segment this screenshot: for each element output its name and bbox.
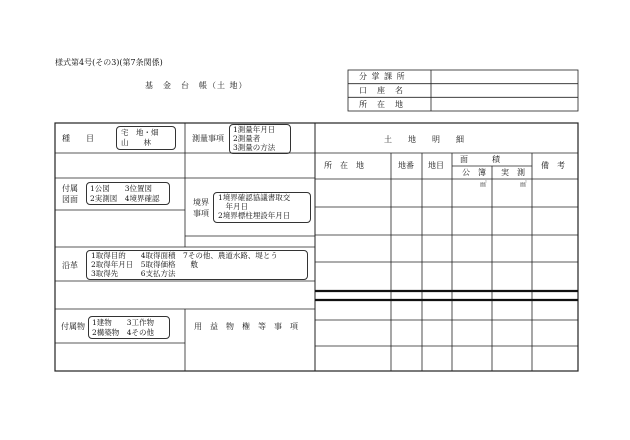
boundary-item-1b: 年月日: [218, 202, 248, 211]
usage-rights-label: 用 益 物 権 等 事 項: [194, 322, 298, 331]
unit-register: ㎡: [480, 180, 487, 188]
boundary-label-2: 事項: [193, 209, 209, 218]
col-lot-number: 地番: [398, 161, 414, 170]
attach-items-2: 2実測図 4境界確認: [90, 194, 160, 203]
boundary-label-1: 境界: [193, 198, 209, 207]
col-area-register: 公 簿: [462, 168, 486, 177]
survey-label: 測量事項: [192, 134, 224, 143]
account-name-label: 口 座 名: [359, 86, 404, 95]
form-number: 様式第4号(その3)(第7条関係): [55, 58, 163, 67]
fixtures-label: 付属物: [61, 322, 85, 331]
kind-option-forest: 山 林: [121, 138, 151, 147]
division-label: 分 掌 課 所: [359, 72, 406, 81]
survey-item-method: 3測量の方法: [233, 143, 276, 152]
kind-option-residential: 宅 地・畑: [121, 128, 159, 137]
attach-label-1: 付属: [62, 184, 78, 193]
kind-label: 種 目: [62, 134, 94, 143]
boundary-item-1: 1境界確認協議書取交: [218, 193, 291, 202]
location-label: 所 在 地: [359, 100, 404, 109]
form-title: 基 金 台 帳（土 地）: [145, 81, 248, 90]
history-label: 沿革: [62, 261, 78, 270]
history-line-1: 1取得目的 4取得面積 7その他、農道水路、堤とう: [91, 251, 278, 260]
history-line-2: 2取得年月日 5取得価格 敷: [91, 260, 199, 269]
col-location: 所 在 地: [324, 161, 364, 170]
survey-item-surveyor: 2測量者: [233, 134, 261, 143]
land-detail-header: 土 地 明 細: [384, 135, 464, 144]
col-area-actual: 実 測: [501, 168, 525, 177]
history-line-3: 3取得先 6支払方法: [91, 269, 176, 278]
col-land-type: 地目: [428, 161, 444, 170]
fixtures-items-2: 2構築物 4その他: [92, 328, 155, 337]
unit-actual: ㎡: [520, 180, 527, 188]
attach-items-1: 1公図 3位置図: [90, 184, 153, 193]
col-remarks: 備 考: [541, 161, 565, 170]
boundary-item-2: 2境界標柱埋設年月日: [218, 211, 291, 220]
col-area: 面 積: [460, 155, 500, 164]
fixtures-items-1: 1建物 3工作物: [92, 318, 155, 327]
attach-label-2: 図面: [62, 195, 78, 204]
survey-item-date: 1測量年月日: [233, 125, 276, 134]
